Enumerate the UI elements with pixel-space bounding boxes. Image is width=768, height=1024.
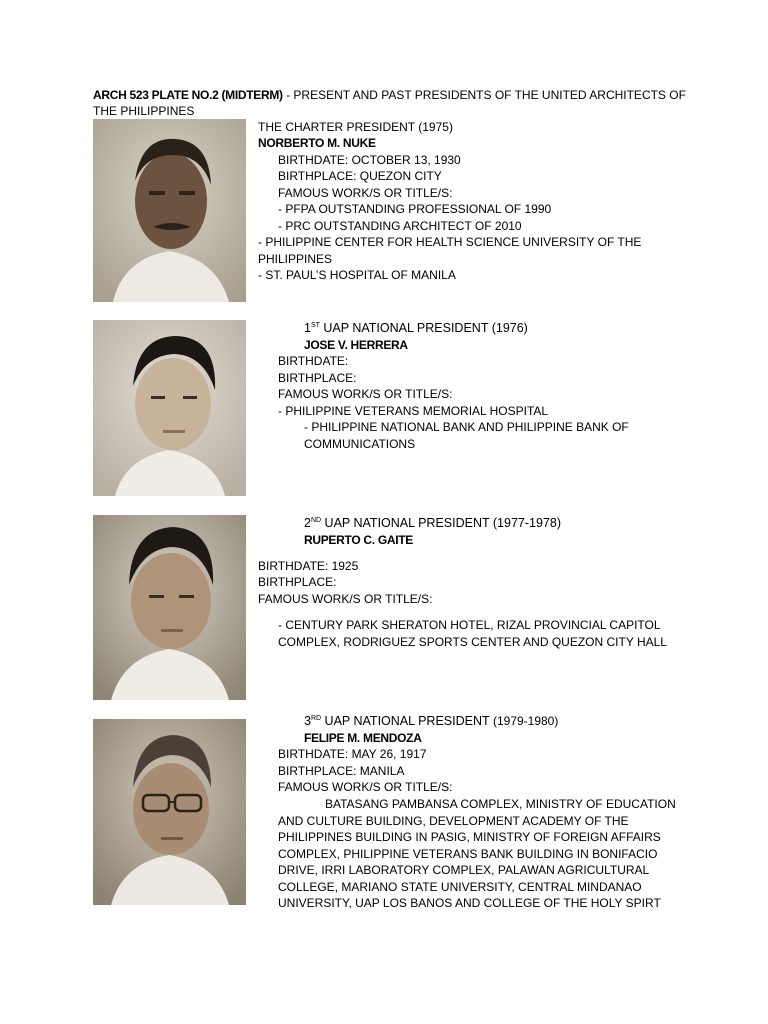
president-title xyxy=(304,515,561,531)
portrait-photo-mendoza xyxy=(93,719,246,905)
birthplace: BIRTHPLACE: QUEZON CITY xyxy=(278,169,442,183)
president-title: THE CHARTER PRESIDENT (1975) xyxy=(258,120,453,134)
work-item: - PHILIPPINE NATIONAL BANK AND PHILIPPINE BANK OF COMMUNICATIONS xyxy=(304,420,629,451)
president-name: RUPERTO C. GAITE xyxy=(304,533,413,547)
work-item: - PFPA OUTSTANDING PROFESSIONAL OF 1990 xyxy=(278,202,552,216)
portrait-photo-herrera xyxy=(93,320,246,496)
work-item: - PRC OUTSTANDING ARCHITECT OF 2010 xyxy=(278,219,522,233)
works-label: FAMOUS WORK/S OR TITLE/S: xyxy=(278,186,453,200)
birthdate: BIRTHDATE: xyxy=(278,354,349,368)
birthplace: BIRTHPLACE: MANILA xyxy=(278,764,405,778)
birthdate: BIRTHDATE: OCTOBER 13, 1930 xyxy=(278,153,461,167)
ordinal-suffix: ST xyxy=(310,322,320,329)
birthplace: BIRTHPLACE: xyxy=(258,575,337,589)
work-item: BATASANG PAMBANSA COMPLEX, MINISTRY OF EDUCATION AND CULTURE BUILDING, DEVELOPMENT ACADEMY OF THE PHILIPPINES BUILDING IN PASIG, MINISTRY OF FOREIGN AFFAIRS COMPLEX, PHILIPPINE VETERANS BANK BUILDING IN BONIFACIO DRIVE, IRRI LABORATORY COMPLEX, PALAWAN AGRICULTURAL COLLEGE, MARIANO STATE UNIVERSITY, CENTRAL MINDANAO UNIVERSITY, UAP LOS BANOS AND COLLEGE OF THE HOLY SPIRT xyxy=(278,797,676,910)
birthplace: BIRTHPLACE: xyxy=(278,371,357,385)
president-title xyxy=(304,320,528,336)
president-name: FELIPE M. MENDOZA xyxy=(304,731,422,745)
work-item: - ST. PAUL’S HOSPITAL OF MANILA xyxy=(258,268,456,282)
portrait-photo-nuke xyxy=(93,119,246,302)
ordinal-suffix: RD xyxy=(310,715,322,722)
title-text: UAP NATIONAL PRESIDENT (1976) xyxy=(319,321,528,335)
works-label: FAMOUS WORK/S OR TITLE/S: xyxy=(278,387,453,401)
title-text: UAP NATIONAL PRESIDENT (1977-1978) xyxy=(321,516,561,530)
works-label: FAMOUS WORK/S OR TITLE/S: xyxy=(258,592,433,606)
portrait-photo-gaite xyxy=(93,515,246,700)
president-name: JOSE V. HERRERA xyxy=(304,338,408,352)
works-label: FAMOUS WORK/S OR TITLE/S: xyxy=(278,780,453,794)
ordinal-suffix: ND xyxy=(310,517,322,524)
president-name: NORBERTO M. NUKE xyxy=(258,136,376,150)
work-item: - PHILIPPINE VETERANS MEMORIAL HOSPITAL xyxy=(278,404,549,418)
work-item: - PHILIPPINE CENTER FOR HEALTH SCIENCE UNIVERSITY OF THE PHILIPPINES xyxy=(258,235,642,266)
plate-subtitle: - PRESENT AND PAST PRESIDENTS OF THE UNITED ARCHITECTS OF THE PHILIPPINES xyxy=(93,88,686,118)
ordinal-number: 3 xyxy=(304,714,311,728)
work-item: - CENTURY PARK SHERATON HOTEL, RIZAL PROVINCIAL CAPITOL COMPLEX, RODRIGUEZ SPORTS CENTER AND QUEZON CITY HALL xyxy=(278,618,667,649)
plate-title: ARCH 523 PLATE NO.2 (MIDTERM) xyxy=(93,88,283,102)
president-title xyxy=(304,713,558,729)
document-heading xyxy=(93,87,693,119)
birthdate: BIRTHDATE: 1925 xyxy=(258,559,359,573)
birthdate: BIRTHDATE: MAY 26, 1917 xyxy=(278,747,427,761)
title-years: (1979-1980) xyxy=(489,714,559,728)
ordinal-number: 1 xyxy=(304,321,311,335)
ordinal-number: 2 xyxy=(304,516,311,530)
title-text: UAP NATIONAL PRESIDENT xyxy=(321,714,490,728)
